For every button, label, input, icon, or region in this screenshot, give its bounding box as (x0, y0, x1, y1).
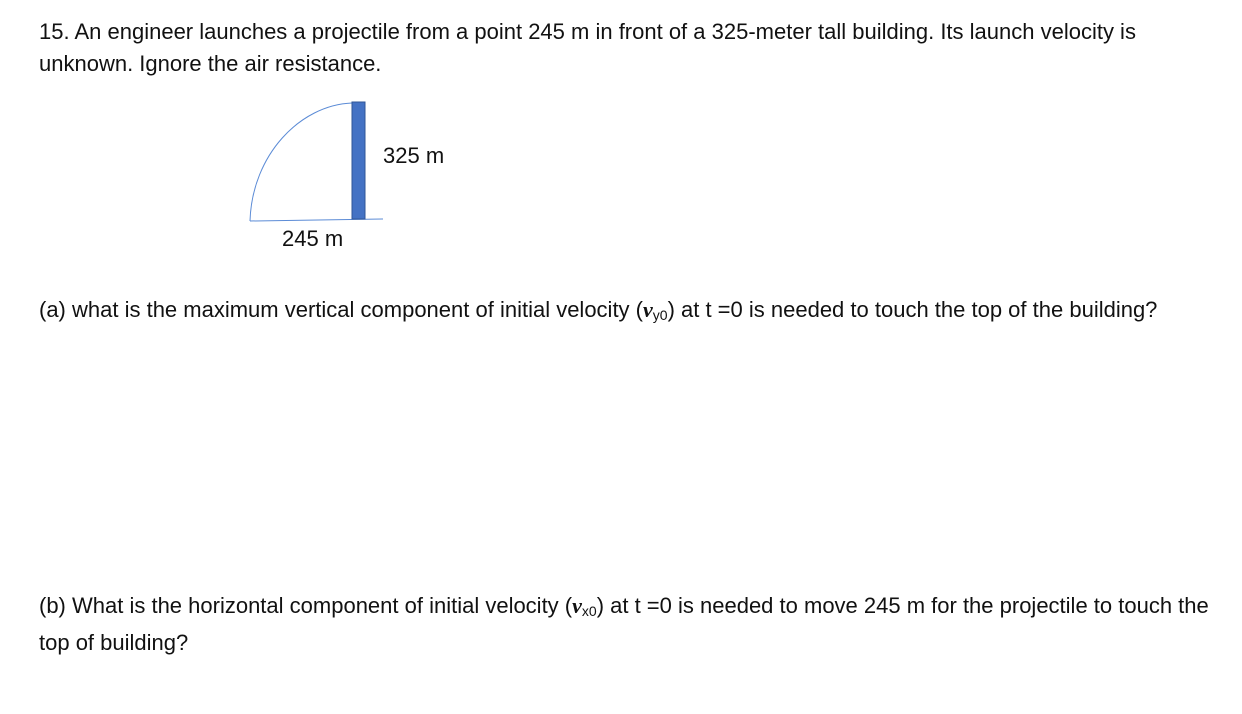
velocity-subscript: x0 (581, 603, 597, 619)
projectile-figure (240, 95, 470, 260)
question-a (39, 294, 1209, 331)
trajectory-arc (250, 103, 352, 221)
question-a-text-before: (a) what is the maximum vertical component of initial velocity ( (39, 297, 643, 322)
question-a-text-after: ) at t =0 is needed to touch the top of the building? (667, 297, 1158, 322)
question-b (39, 590, 1209, 659)
velocity-subscript: y0 (652, 307, 668, 323)
velocity-symbol: v (572, 593, 582, 618)
problem-statement: 15. An engineer launches a projectile from a point 245 m in front of a 325-meter tall building. Its launch velocity is unknown. Ignore the air resistance. (39, 19, 1136, 76)
question-b-text-after: ) at t =0 is needed to move 245 m for the projectile to touch the top of building? (39, 593, 1209, 655)
horizontal-distance-label: 245 m (282, 226, 344, 251)
velocity-symbol: v (643, 297, 653, 322)
projectile-diagram (240, 95, 470, 260)
building (352, 102, 365, 219)
building-height-label: 325 m (383, 143, 445, 168)
question-b-text-before: (b) What is the horizontal component of initial velocity ( (39, 593, 573, 618)
